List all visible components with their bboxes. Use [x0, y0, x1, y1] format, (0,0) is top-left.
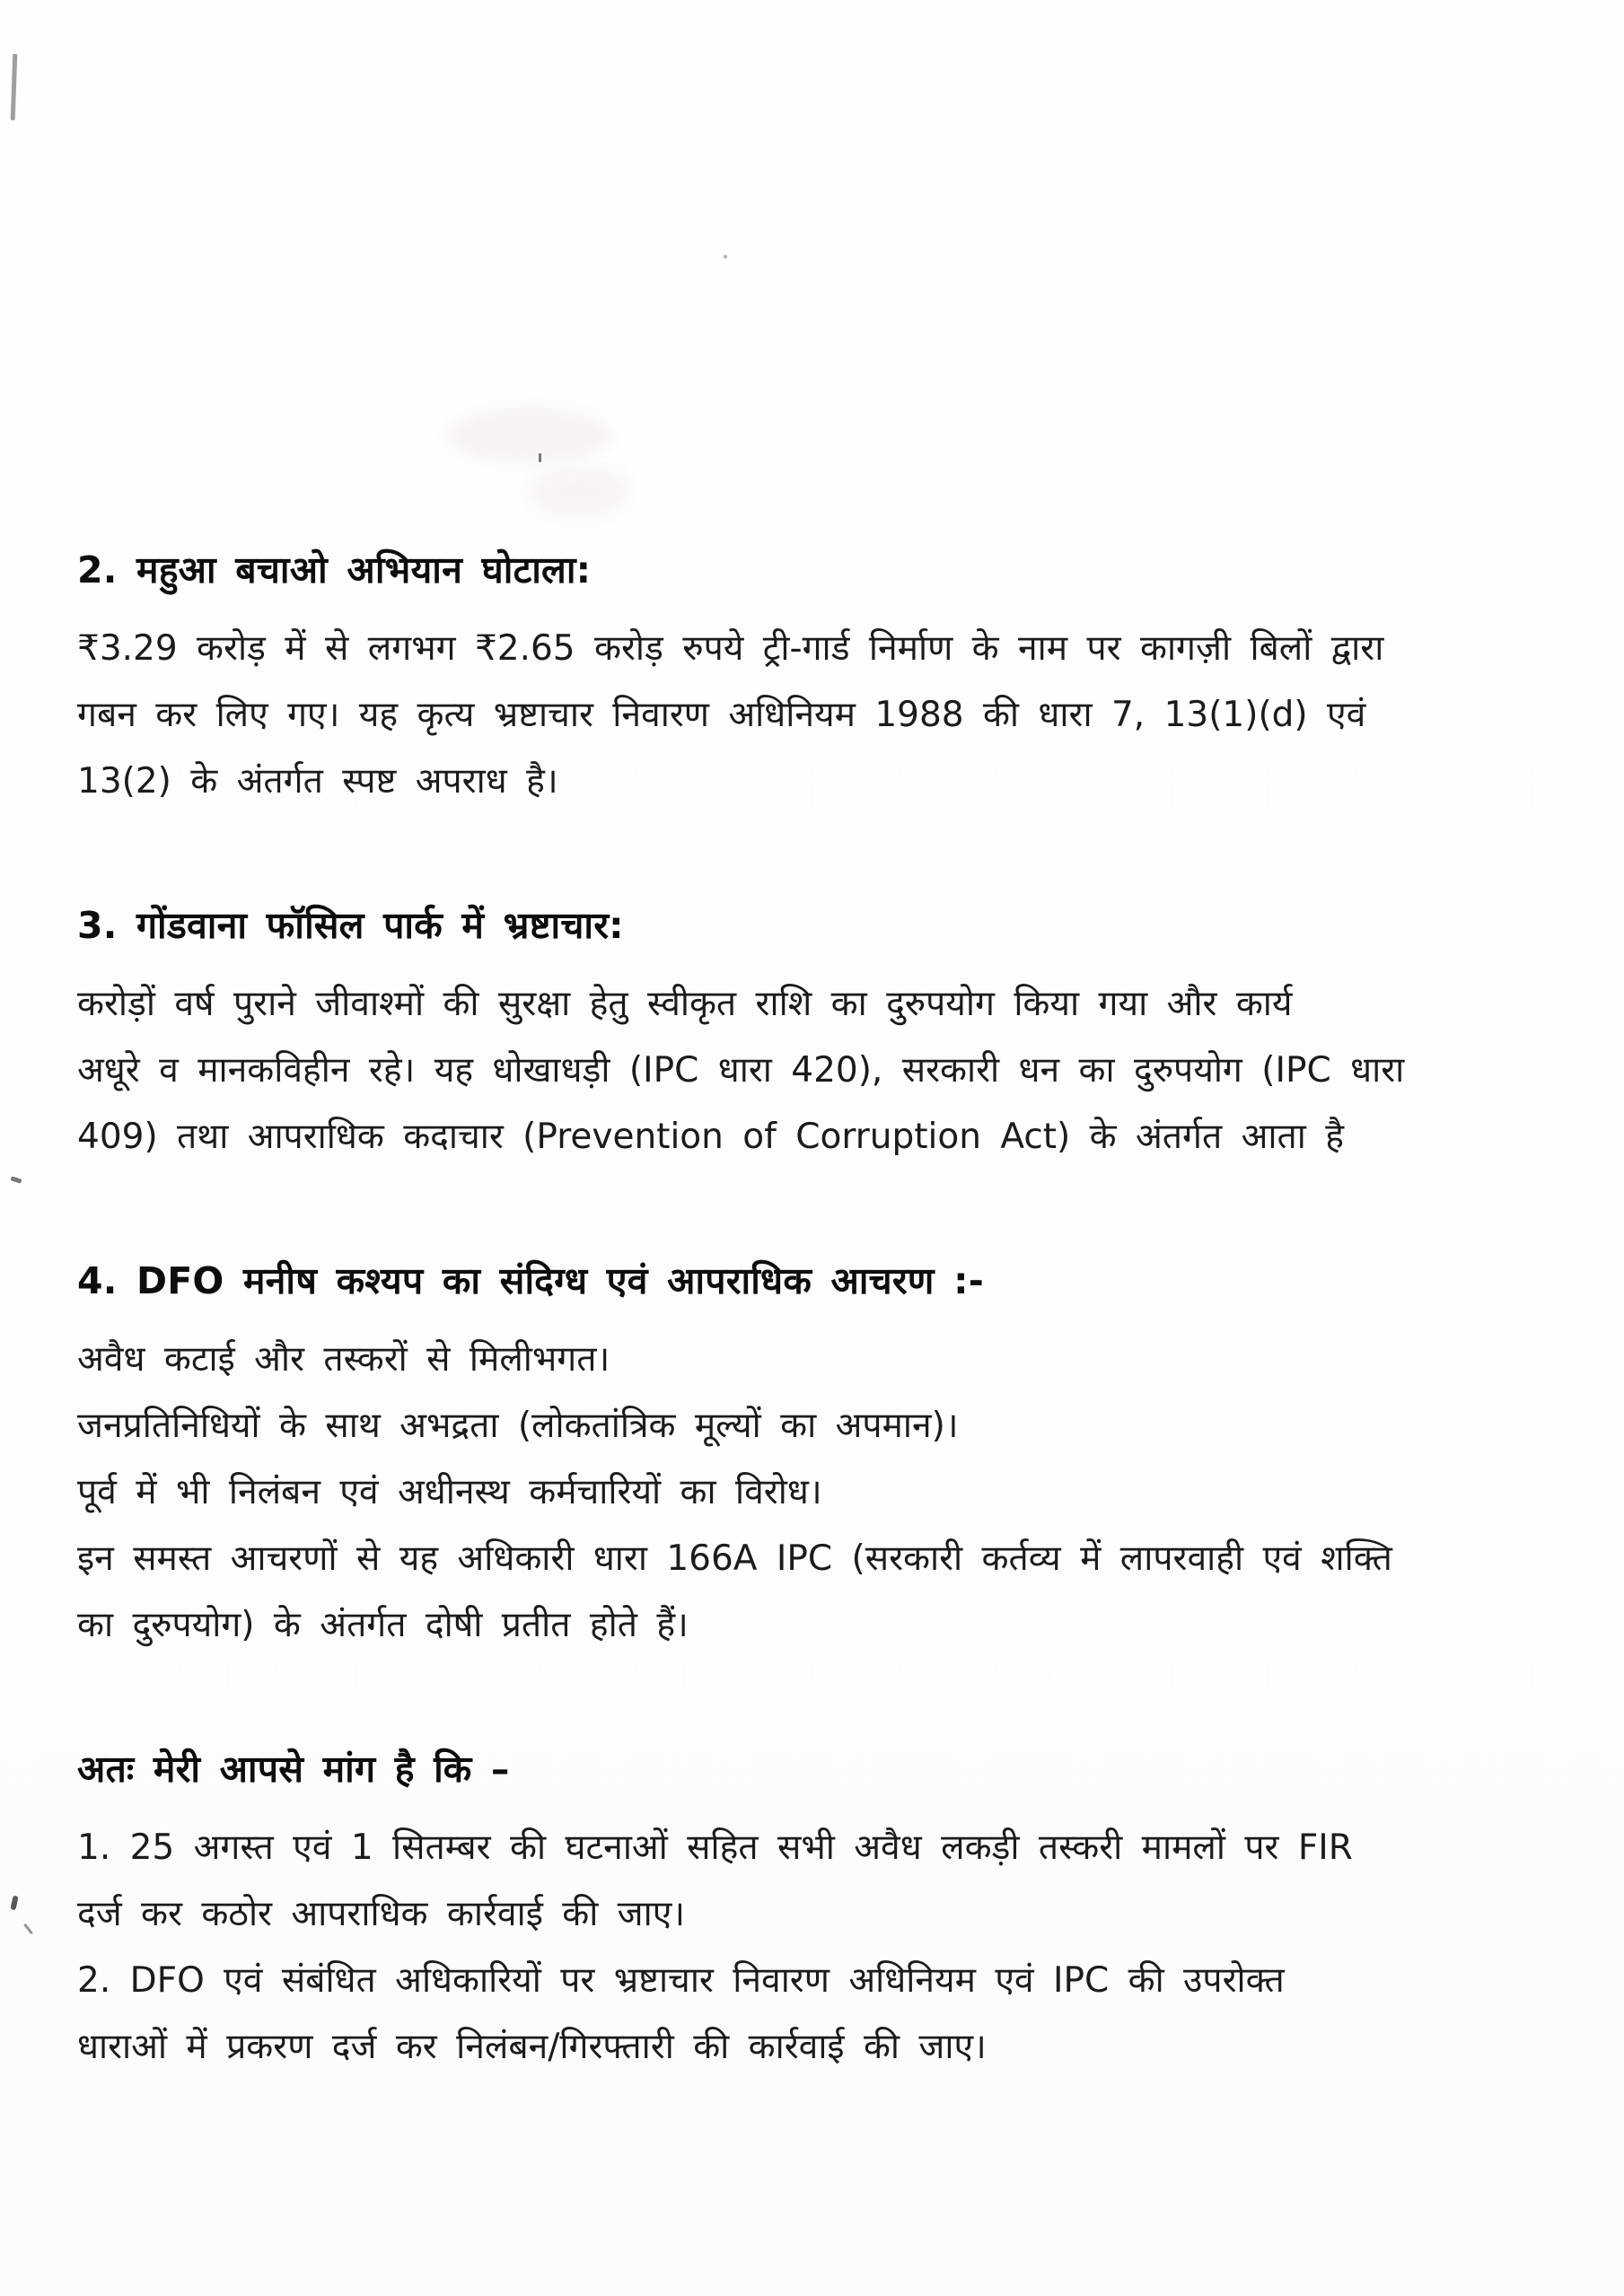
- text-line: जनप्रतिनिधियों के साथ अभद्रता (लोकतांत्रिक मूल्यों का अपमान)।: [77, 1406, 959, 1446]
- text-line: गबन कर लिए गए। यह कृत्य भ्रष्टाचार निवारण अधिनियम 1988 की धारा 7, 13(1)(d) एवं: [77, 695, 1366, 735]
- section-heading: 3. गोंडवाना फॉसिल पार्क में भ्रष्टाचार:: [77, 904, 624, 947]
- text-line: अवैध कटाई और तस्करों से मिलीभगत।: [77, 1339, 610, 1380]
- section-dfo-conduct: [77, 1248, 1567, 1659]
- scan-artifact-dot: [724, 255, 727, 259]
- section-heading: अतः मेरी आपसे मांग है कि –: [77, 1748, 510, 1791]
- scan-artifact-mark: [23, 1924, 33, 1935]
- letter-body: [77, 537, 1567, 2081]
- text-line: इन समस्त आचरणों से यह अधिकारी धारा 166A IPC (सरकारी कर्तव्य में लापरवाही एवं शक्ति: [77, 1538, 1392, 1579]
- text-line: करोड़ों वर्ष पुराने जीवाश्मों की सुरक्षा हेतु स्वीकृत राशि का दुरुपयोग किया गया और कार्य: [77, 984, 1293, 1024]
- text-line: अधूरे व मानकविहीन रहे। यह धोखाधड़ी (IPC धारा 420), सरकारी धन का दुरुपयोग (IPC धारा: [77, 1050, 1405, 1091]
- text-line: 1. 25 अगस्त एवं 1 सितम्बर की घटनाओं सहित सभी अवैध लकड़ी तस्करी मामलों पर FIR: [77, 1827, 1353, 1868]
- scan-artifact-mark: [11, 1176, 22, 1183]
- scan-artifact-speck: [539, 453, 541, 462]
- section-heading: 2. महुआ बचाओ अभियान घोटाला:: [77, 548, 592, 592]
- scan-artifact-smudge: [449, 408, 610, 462]
- scan-artifact-scratch: [11, 54, 18, 120]
- text-line: का दुरुपयोग) के अंतर्गत दोषी प्रतीत होते हैं।: [77, 1605, 689, 1645]
- text-line: ₹3.29 करोड़ में से लगभग ₹2.65 करोड़ रुपये ट्री-गार्ड निर्माण के नाम पर कागज़ी बिलों द्वारा: [77, 628, 1384, 669]
- section-heading: 4. DFO मनीष कश्यप का संदिग्ध एवं आपराधिक आचरण :-: [77, 1259, 984, 1302]
- text-line: पूर्व में भी निलंबन एवं अधीनस्थ कर्मचारियों का विरोध।: [77, 1472, 822, 1512]
- text-line: 13(2) के अंतर्गत स्पष्ट अपराध है।: [77, 761, 558, 802]
- text-line: 409) तथा आपराधिक कदाचार (Prevention of Corruption Act) के अंतर्गत आता है: [77, 1117, 1344, 1157]
- section-gondwana-fossil-park: [77, 892, 1567, 1170]
- text-line: 2. DFO एवं संबंधित अधिकारियों पर भ्रष्टाचार निवारण अधिनियम एवं IPC की उपरोक्त: [77, 1960, 1285, 2001]
- scan-artifact-smudge: [530, 467, 628, 516]
- scan-artifact-mark: [10, 1896, 18, 1911]
- text-line: दर्ज कर कठोर आपराधिक कार्रवाई की जाए।: [77, 1894, 686, 1934]
- text-line: धाराओं में प्रकरण दर्ज कर निलंबन/गिरफ्तारी की कार्रवाई की जाए।: [77, 2027, 987, 2067]
- section-demands: [77, 1736, 1567, 2081]
- section-mahua-scam: [77, 537, 1567, 815]
